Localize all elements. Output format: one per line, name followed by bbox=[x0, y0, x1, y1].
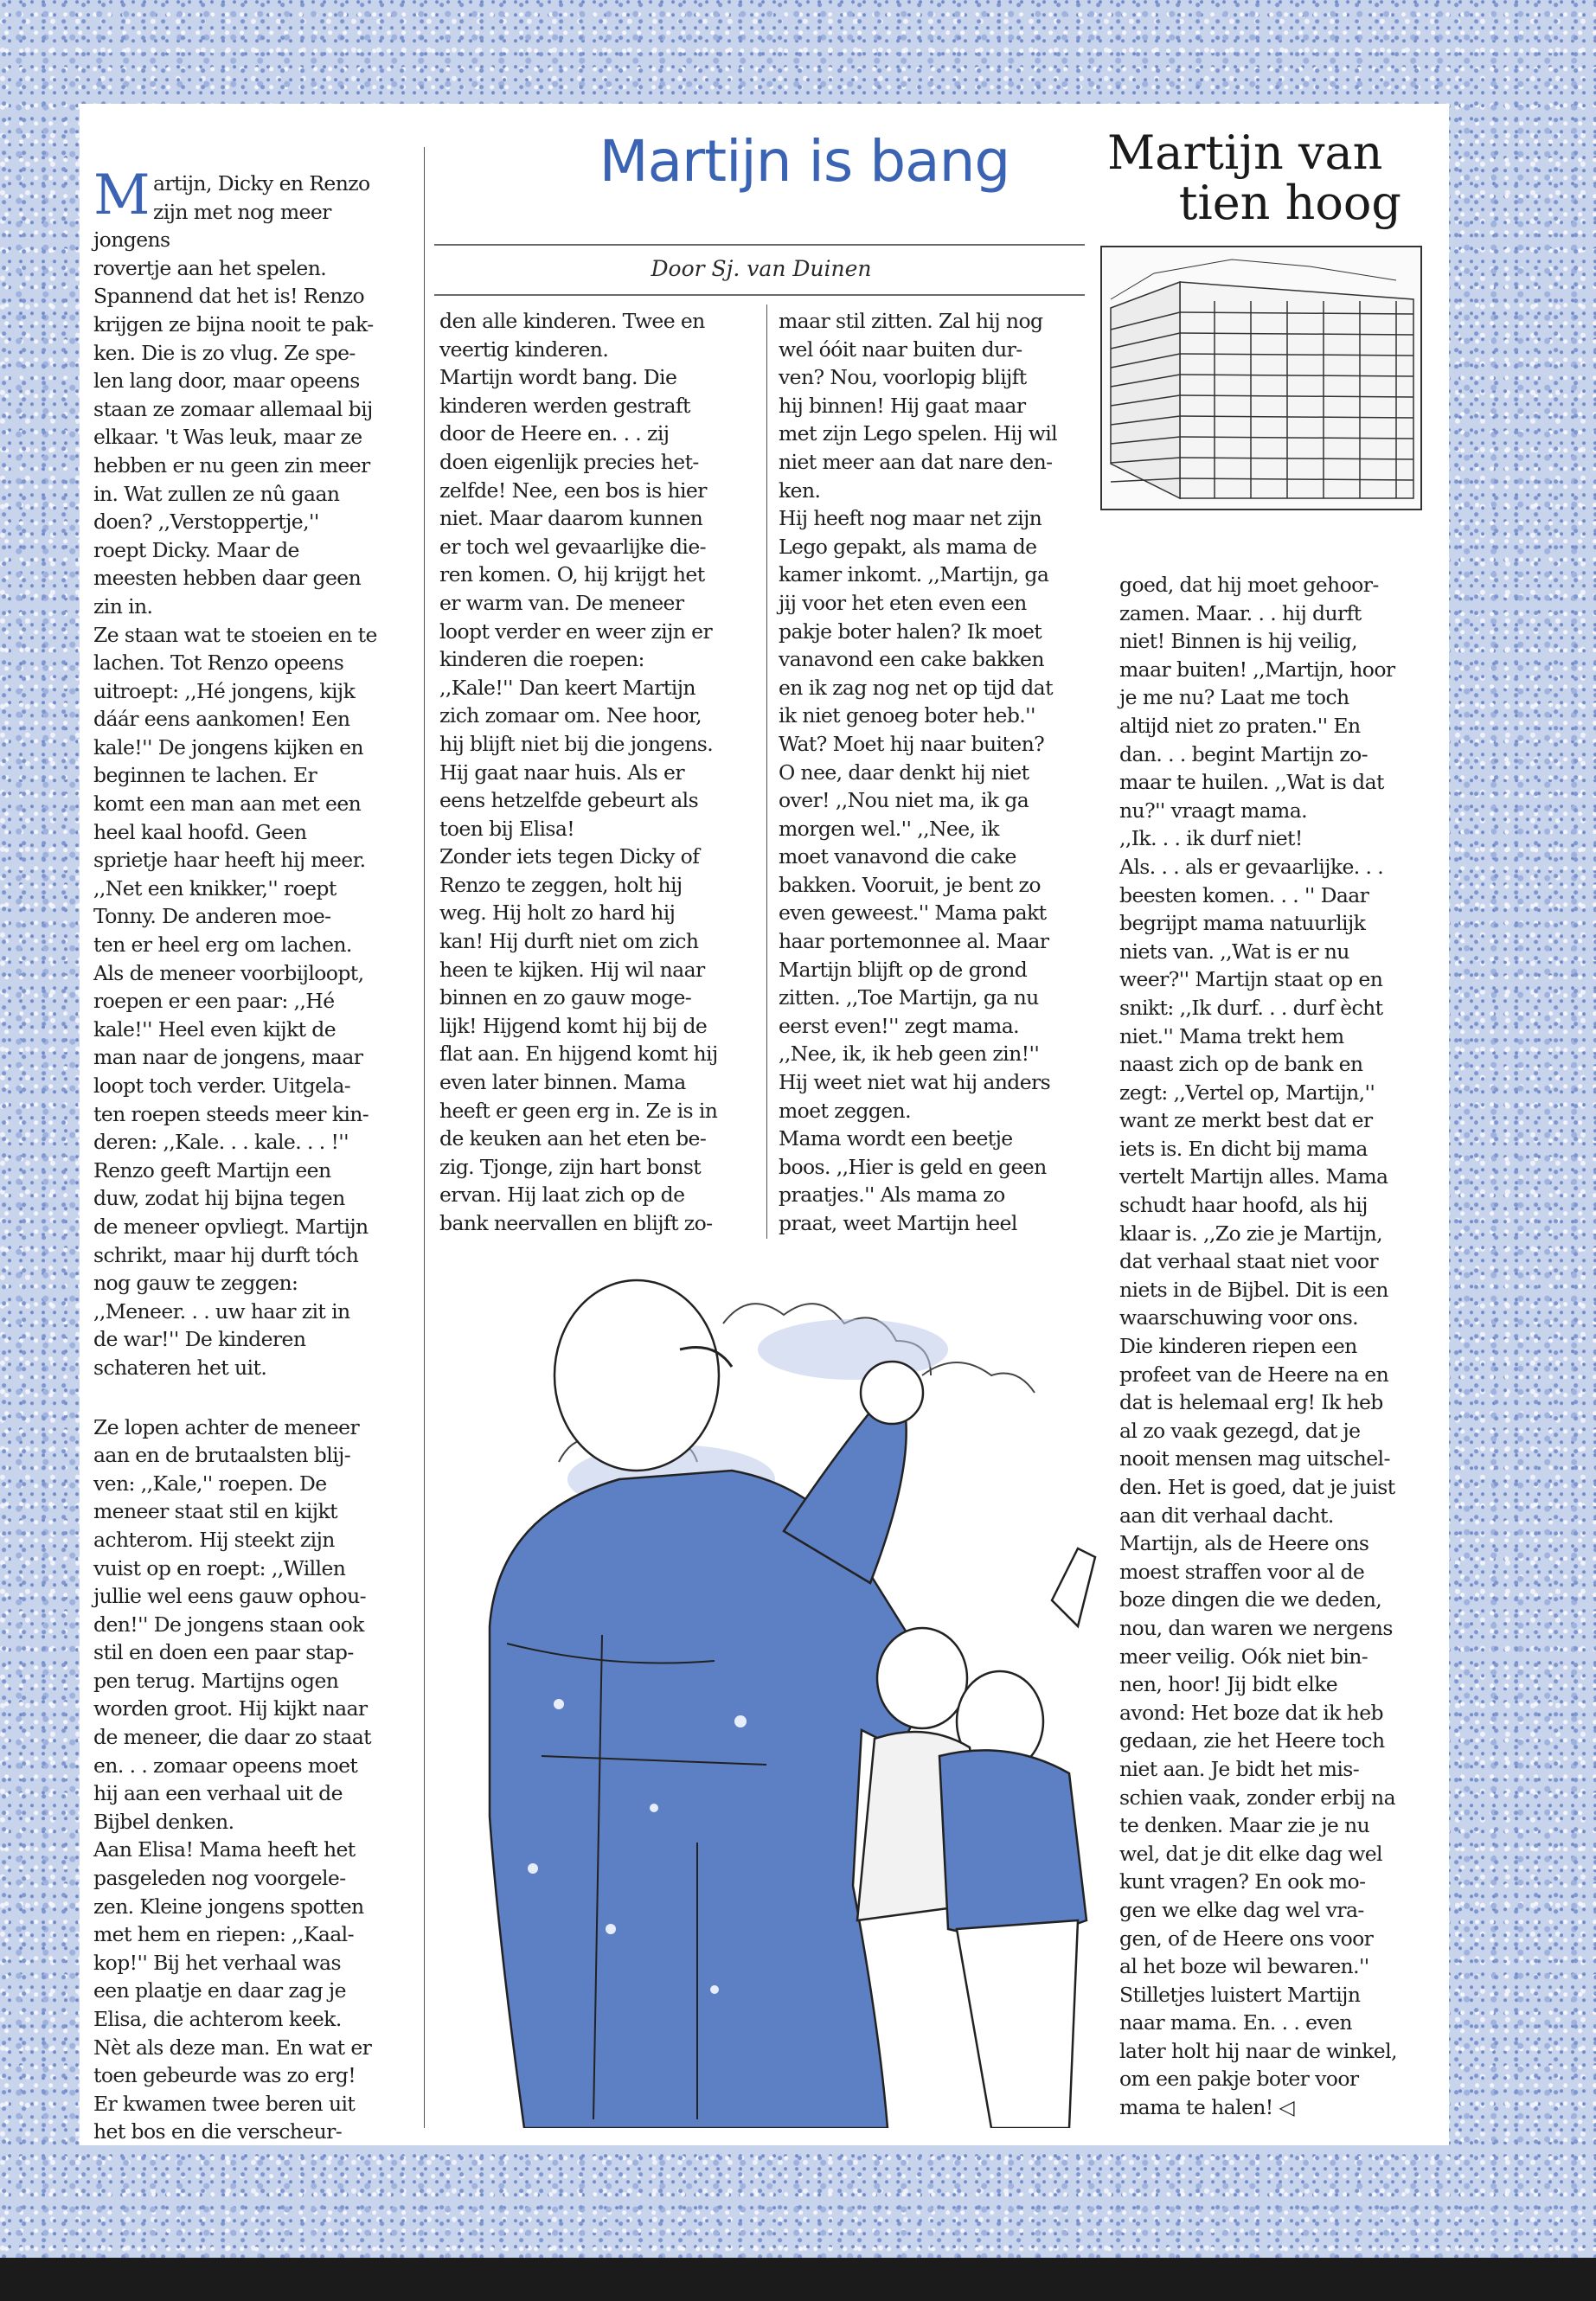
col2-paragraph-2: Martijn wordt bang. Die kinderen werden gestraft door de Heere en. . . zij doen eigenlijk precies het- zelfde! Nee, een bos is hier niet. Maar daarom kunnen er toch wel gevaarlijke die- ren komen. O, hij krijgt het er warm van. De meneer loopt verder en weer zijn er kinderen die roepen: ,,Kale!'' Dan keert Martijn zich zomaar om. Nee hoor, hij blijft niet bij die jongens. Hij gaat naar huis. Als er eens hetzelfde gebeurt als toen bij Elisa! bbox=[439, 365, 714, 841]
building-icon bbox=[1102, 247, 1420, 509]
col2-paragraph-1: den alle kinderen. Twee en veertig kinderen. bbox=[439, 309, 705, 362]
byline-rule bbox=[434, 294, 1085, 296]
col4-paragraph-1: goed, dat hij moet gehoor- zamen. Maar. . . hij durft niet! Binnen is hij veilig, maar buiten! ,,Martijn, hoor je me nu? Laat me toch altijd niet zo praten.'' En dan. . . begint Martijn zo- maar te huilen. ,,Wat is dat nu?'' vraagt mama. ,,Ik. . . ik durf niet! Als. . . als er gevaarlijke. . . beesten komen. . . '' Daar begrijpt mama natuurlijk niets van. ,,Wat is er nu weer?'' Martijn staat op en snikt: ,,Ik durf. . . durf ècht niet.'' Mama trekt hem naast zich op de bank en zegt: ,,Vertel op, Martijn,'' want ze merkt best dat er iets is. En dicht bij mama vertelt Martijn alles. Mama schudt haar hoofd, als hij klaar is. ,,Zo zie je Martijn, dat verhaal staat niet voor niets in de Bijbel. Dit is een waarschuwing voor ons. Die kinderen riepen een profeet van de Heere na en dat is helemaal erg! Ik heb al zo vaak gezegd, dat je nooit mensen mag uitschel- den. Het is goed, dat je juist aan dit verhaal dacht. Martijn, als de Heere ons moest straffen voor al de boze dingen die we deden, nou, dan waren we nergens meer veilig. Oók niet bin- nen, hoor! Jij bidt elke avond: Het boze dat ik heb gedaan, zie het Heere toch niet aan. Je bidt het mis- schien vaak, zonder erbij na te denken. Maar zie je nu wel, dat je dit elke dag wel kunt vragen? En ook mo- gen we elke dag wel vra- gen, of de Heere ons voor al het boze wil bewaren.'' Stilletjes luistert Martijn naar mama. En. . . even later holt hij naar de winkel, om een pakje boter voor mama te halen! ◁ bbox=[1119, 573, 1397, 2120]
drop-cap: M bbox=[93, 163, 150, 228]
col1-paragraph-4: Aan Elisa! Mama heeft het pasgeleden nog voorgele- zen. Kleine jongens spotten met hem en riepen: ,,Kaal- kop!'' Bij het verhaal was een plaatje en daar zag je Elisa, die achterom keek. Nèt als deze man. En wat er toen gebeurde was zo erg! Er kwamen twee beren uit het bos en die verscheur- bbox=[93, 1837, 372, 2144]
col1-paragraph-2: Ze staan wat te stoeien en te lachen. Tot Renzo opeens uitroept: ,,Hé jongens, kijk dáár eens aankomen! Een kale!'' De jongens kijken en beginnen te lachen. Er komt een man aan met een heel kaal hoofd. Geen sprietje haar heeft hij meer. ,,Net een knikker,'' roept Tonny. De anderen moe- ten er heel erg om lachen. Als de meneer voorbijloopt, roepen er een paar: ,,Hé kale!'' Heel even kijkt de man naar de jongens, maar loopt toch verder. Uitgela- ten roepen steeds meer kin- deren: ,,Kale. . . kale. . . !'' Renzo geeft Martijn een duw, zodat hij bijna tegen de meneer opvliegt. Martijn schrikt, maar hij durft tóch nog gauw te zeggen: ,,Meneer. . . uw haar zit in de war!'' De kinderen schateren het uit. bbox=[93, 622, 377, 1380]
byline: Door Sj. van Duinen bbox=[651, 256, 872, 281]
bald-man-and-boys-illustration bbox=[438, 1272, 1104, 2128]
title-rule bbox=[434, 244, 1085, 246]
apartment-building-sketch bbox=[1100, 246, 1422, 510]
col3-paragraph-2: Hij heeft nog maar net zijn Lego gepakt, als mama de kamer inkomt. ,,Martijn, ga jij voor het eten even een pakje boter halen? Ik moet vanavond een cake bakken en ik zag nog net op tijd dat ik niet genoeg boter heb.'' Wat? Moet hij naar buiten? O nee, daar denkt hij niet over! ,,Nou niet ma, ik ga morgen wel.'' ,,Nee, ik moet vanavond die cake bakken. Vooruit, je bent zo even geweest.'' Mama pakt haar portemonnee al. Maar Martijn blijft op de grond zitten. ,,Toe Martijn, ga nu eerst even!'' zegt mama. ,,Nee, ik, ik heb geen zin!'' Hij weet niet wat hij anders moet zeggen. bbox=[779, 506, 1053, 1123]
col2-paragraph-3: Zonder iets tegen Dicky of Renzo te zeggen, holt hij weg. Hij holt zo hard hij kan! Hij durft niet om zich heen te kijken. Hij wil naar binnen en zo gauw moge- lijk! Hijgend komt hij bij de flat aan. En hijgend komt hij even later binnen. Mama heeft er geen erg in. Ze is in de keuken aan het eten be- zig. Tjonge, zijn hart bonst ervan. Hij laat zich op de bank neervallen en blijft zo- bbox=[439, 844, 718, 1235]
col3-paragraph-3: Mama wordt een beetje boos. ,,Hier is geld en geen praatjes.'' Als mama zo praat, weet Martijn heel bbox=[779, 1126, 1047, 1235]
column-divider-1 bbox=[424, 147, 425, 2128]
col1-paragraph-3: Ze lopen achter de meneer aan en de brutaalsten blij- ven: ,,Kale,'' roepen. De meneer staat stil en kijkt achterom. Hij steekt zijn vuist op en roept: ,,Willen jullie wel eens gauw ophou- den!'' De jongens staan ook stil en doen een paar stap- pen terug. Martijns ogen worden groot. Hij kijkt naar de meneer, die daar zo staat en. . . zomaar opeens moet hij aan een verhaal uit de Bijbel denken. bbox=[93, 1414, 372, 1834]
col3-paragraph-1: maar stil zitten. Zal hij nog wel óóit naar buiten dur- ven? Nou, voorlopig blijft hij binnen! Hij gaat maar met zijn Lego spelen. Hij wil niet meer aan dat nare den- ken. bbox=[779, 309, 1058, 503]
sidebar-title bbox=[1107, 125, 1401, 230]
column-divider-2 bbox=[766, 304, 767, 1239]
column-3 bbox=[779, 307, 1090, 1238]
sidebar-title-line1: Martijn van bbox=[1107, 125, 1383, 180]
col1-paragraph-1: artijn, Dicky en Renzo zijn met nog meer jongens rovertje aan het spelen. Spannend dat het is! Renzo krijgen ze bijna nooit te pak- ken. Die is zo vlug. Ze spe- len lang door, maar opeens staan ze zomaar allemaal bij elkaar. 't Was leuk, maar ze hebben er nu geen zin meer in. Wat zullen ze nû gaan doen? ,,Verstoppertje,'' roept Dicky. Maar de meesten hebben daar geen zin in. bbox=[93, 171, 374, 619]
column-2 bbox=[439, 307, 760, 1238]
sidebar-title-line2: tien hoog bbox=[1178, 176, 1401, 230]
column-1 bbox=[93, 163, 407, 2146]
column-4 bbox=[1119, 571, 1431, 2122]
story-illustration bbox=[438, 1272, 1104, 2128]
story-title: Martijn is bang bbox=[599, 128, 1010, 195]
